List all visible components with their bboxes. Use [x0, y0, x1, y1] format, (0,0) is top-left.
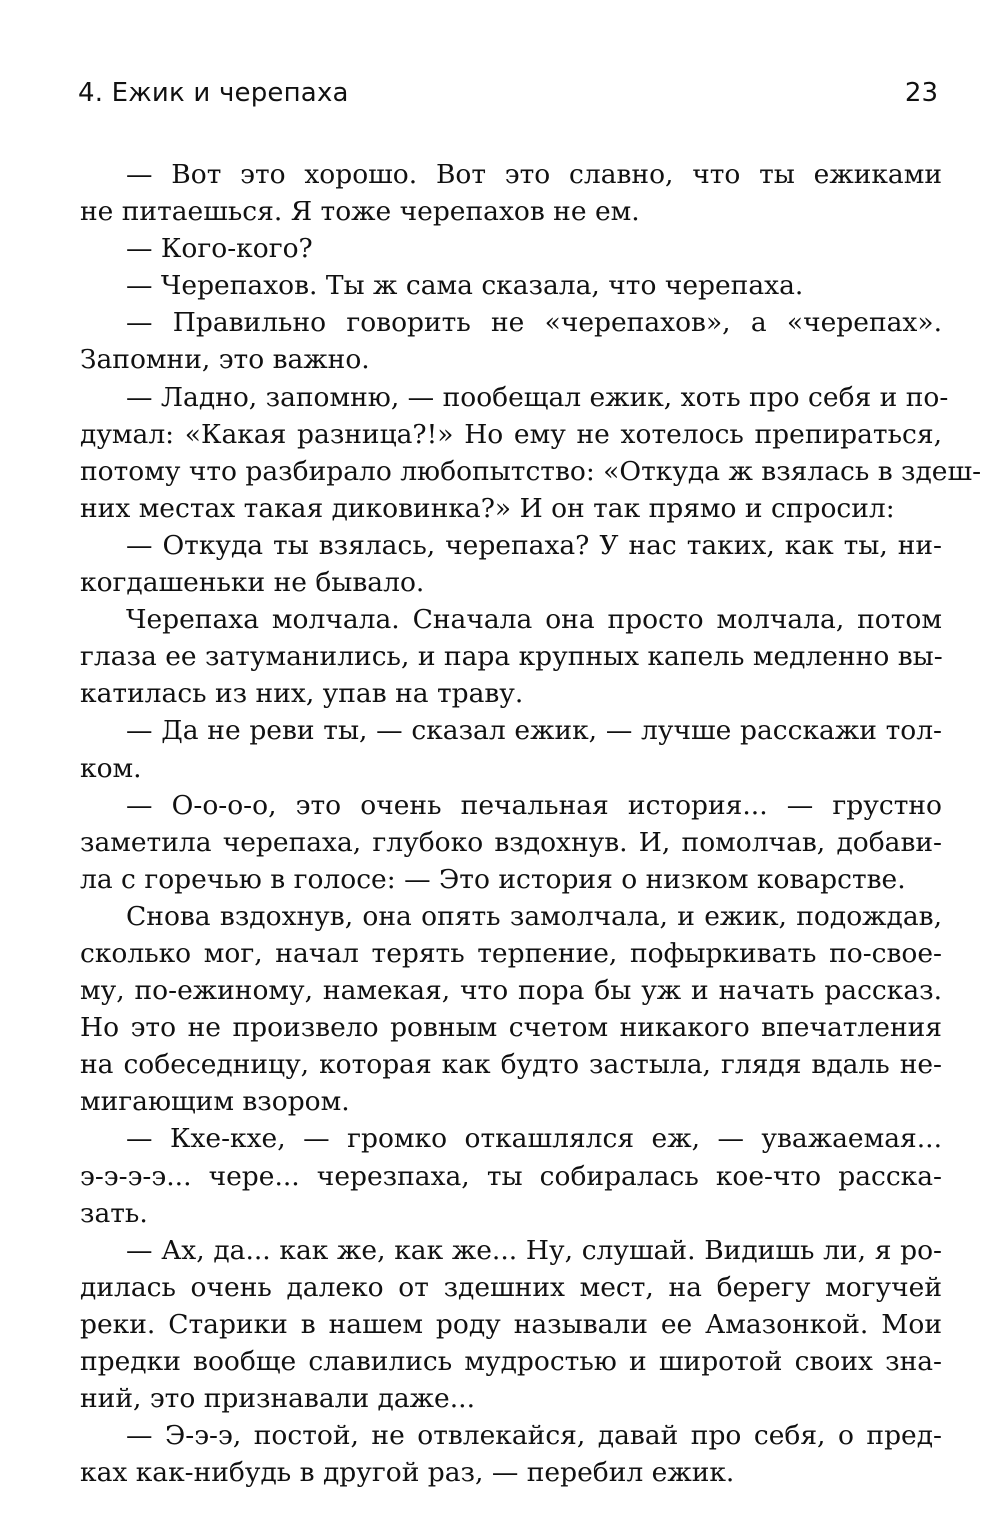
- text-line: потому что разбирало любопытство: «Откуда ж взялась в здеш-: [80, 455, 982, 487]
- text-line: э-э-э-э... чере... черезпаха, ты собиралась кое-что расска-: [80, 1160, 942, 1192]
- text-line: Запомни, это важно.: [80, 344, 370, 376]
- text-line: — Черепахов. Ты ж сама сказала, что черепаха.: [126, 270, 804, 302]
- text-line: думал: «Какая разница?!» Но ему не хотелось препираться,: [80, 418, 942, 450]
- text-line: Но это не произвело ровным счетом никакого впечатления: [80, 1012, 942, 1044]
- text-line: Черепаха молчала. Сначала она просто молчала, потом: [126, 604, 942, 636]
- text-line: му, по-ежиному, намекая, что пора бы уж и начать рассказ.: [80, 975, 942, 1007]
- text-line: зать.: [80, 1197, 148, 1229]
- text-line: на собеседницу, которая как будто застыла, глядя вдаль не-: [80, 1049, 942, 1081]
- text-line: ла с горечью в голосе: — Это история о низком коварстве.: [80, 863, 906, 895]
- text-line: заметила черепаха, глубоко вздохнув. И, помолчав, добави-: [80, 826, 942, 858]
- text-line: — Кого-кого?: [126, 233, 313, 265]
- text-line: ний, это признавали даже...: [80, 1383, 476, 1415]
- text-line: — Правильно говорить не «черепахов», а «черепах».: [126, 307, 942, 339]
- text-line: когдашеньки не бывало.: [80, 567, 425, 599]
- text-line: — Да не реви ты, — сказал ежик, — лучше расскажи тол-: [126, 715, 942, 747]
- text-line: предки вообще славились мудростью и широтой своих зна-: [80, 1346, 942, 1377]
- body-text: [80, 156, 982, 1491]
- text-line: — Ах, да... как же, как же... Ну, слушай. Видишь ли, я ро-: [126, 1234, 942, 1266]
- text-line: — Вот это хорошо. Вот это славно, что ты ежиками: [126, 159, 942, 190]
- running-title: 4. Ежик и черепаха: [78, 78, 349, 108]
- text-line: реки. Старики в нашем роду называли ее Амазонкой. Мои: [80, 1308, 942, 1340]
- text-line: них местах такая диковинка?» И он так прямо и спросил:: [80, 492, 895, 524]
- text-line: — Ладно, запомню, — пообещал ежик, хоть про себя и по-: [126, 381, 949, 413]
- text-line: дилась очень далеко от здешних мест, на берегу могучей: [80, 1271, 942, 1303]
- page-number: 23: [904, 78, 938, 108]
- text-line: — Откуда ты взялась, черепаха? У нас таких, как ты, ни-: [126, 529, 942, 561]
- text-line: — Кхе-кхе, — громко откашлялся еж, — уважаемая...: [126, 1123, 942, 1155]
- text-line: Снова вздохнув, она опять замолчала, и ежик, подождав,: [126, 900, 942, 932]
- text-line: не питаешься. Я тоже черепахов не ем.: [80, 196, 640, 228]
- text-line: — Э-э-э, постой, не отвлекайся, давай про себя, о пред-: [126, 1420, 942, 1452]
- text-line: сколько мог, начал терять терпение, пофыркивать по-свое-: [80, 937, 942, 969]
- text-line: мигающим взором.: [80, 1086, 350, 1118]
- text-line: катилась из них, упав на траву.: [80, 678, 524, 710]
- text-line: глаза ее затуманились, и пара крупных капель медленно вы-: [80, 641, 943, 673]
- text-line: — О-о-о-о, это очень печальная история... — грустно: [126, 789, 942, 821]
- text-line: ках как-нибудь в другой раз, — перебил ежик.: [80, 1457, 735, 1489]
- text-line: ком.: [80, 752, 142, 784]
